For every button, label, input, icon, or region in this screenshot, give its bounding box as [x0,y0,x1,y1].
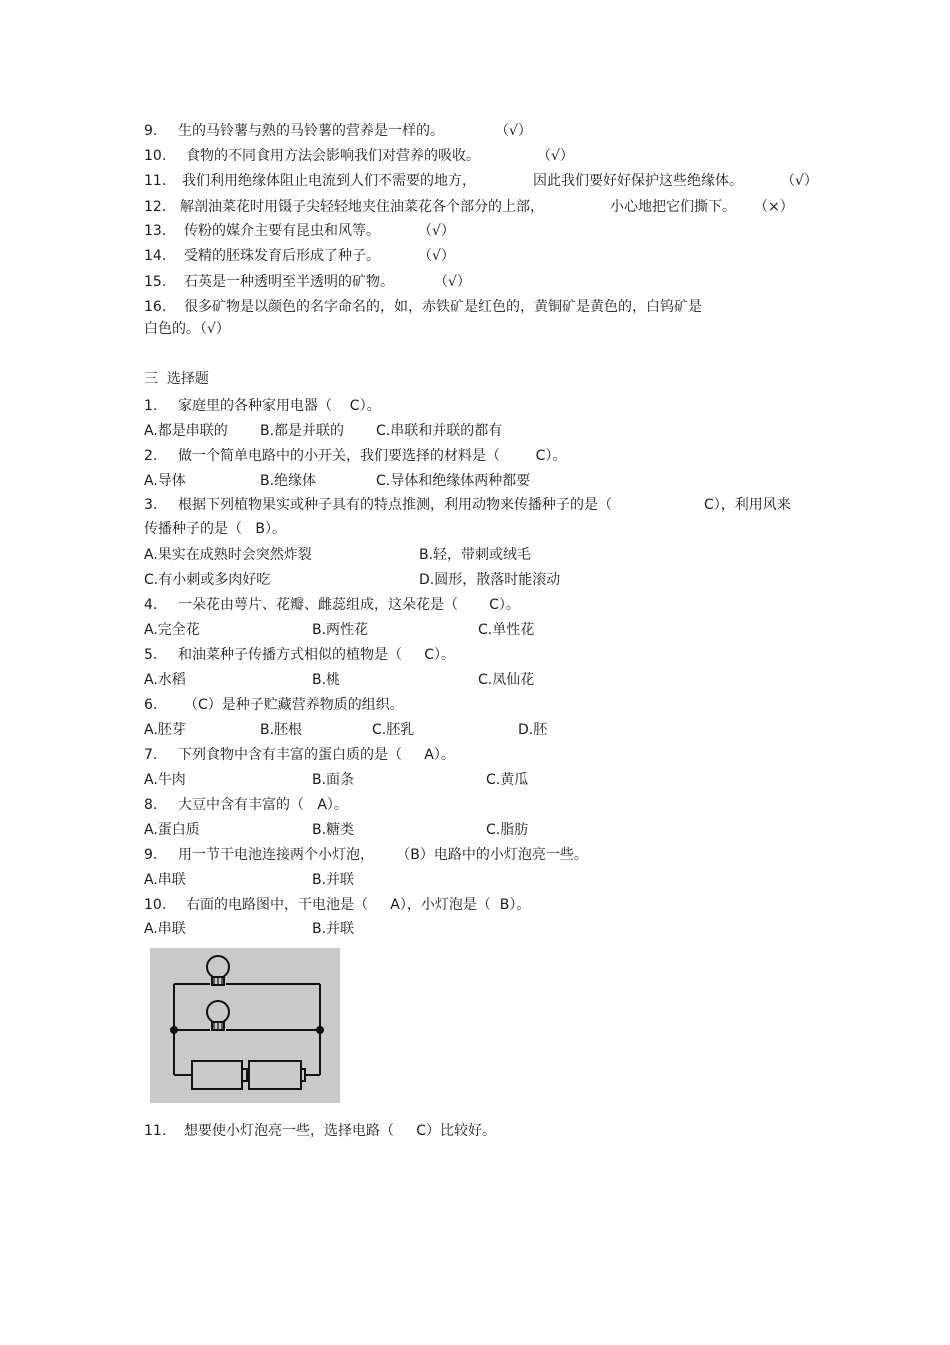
option-b: B.轻，带刺或绒毛 [419,547,532,563]
answer-mark: （√） [781,173,818,189]
mc-question-3 [144,496,612,514]
item-text: 传粉的媒介主要有昆虫和风等。 [184,223,380,239]
option-a: A.导体 [144,473,186,489]
item-number: 14. [144,248,167,264]
option-b: B.都是并联的 [260,423,345,439]
item-text: 我们利用绝缘体阻止电流到人们不需要的地方， [182,173,476,189]
answer-mark: （×） [754,199,794,215]
bulb-1-icon [207,956,229,985]
item-text-continued: 小心地把它们撕下。 [610,199,736,215]
option-a: A.都是串联的 [144,423,228,439]
answer-mark: （√） [434,274,471,290]
item-text: 受精的胚珠发育后形成了种子。 [184,248,380,264]
answer-mark: （√） [418,248,455,264]
mc-question-4 [144,596,520,614]
item-number: 10. [144,897,167,913]
option-c: C.黄瓜 [486,772,529,788]
tf-item-16 [144,298,702,316]
option-a: A.串联 [144,921,186,937]
item-number: 7. [144,747,158,763]
item-number: 16. [144,299,167,315]
answer-mark: （√） [495,123,532,139]
option-c: C.有小刺或多肉好吃 [144,572,271,588]
option-b: B.桃 [312,672,341,688]
question-text-line2: 传播种子的是（ B）。 [144,521,286,537]
mc-question-6 [144,696,404,714]
mc-question-7 [144,746,455,764]
mc-question-10 [144,896,530,914]
question-text: 家庭里的各种家用电器（ C）。 [178,398,381,414]
option-b: B.糖类 [312,822,355,838]
item-number: 6. [144,697,158,713]
answer-mark: （√） [418,223,455,239]
item-number: 2. [144,448,158,464]
item-text-continued: 白色的。（√） [144,321,230,337]
item-number: 15. [144,274,167,290]
option-a: A.水稻 [144,672,186,688]
tf-item-11 [144,172,476,190]
option-c: C.凤仙花 [478,672,535,688]
junction-left-dot [170,1026,178,1034]
option-c: C.串联和并联的都有 [376,423,503,439]
option-a: A.果实在成熟时会突然炸裂 [144,547,312,563]
item-number: 13. [144,223,167,239]
option-b: B.绝缘体 [260,473,317,489]
option-b: B.两性花 [312,622,369,638]
option-b: B.面条 [312,772,355,788]
item-text: 食物的不同食用方法会影响我们对营养的吸收。 [186,148,480,164]
bulb-2-icon [207,1001,229,1030]
option-b: B.并联 [312,872,355,888]
item-number: 4. [144,597,158,613]
mc-question-9 [144,846,588,864]
item-text: 很多矿物是以颜色的名字命名的，如，赤铁矿是红色的，黄铜矿是黄色的，白钨矿是 [184,299,702,315]
battery-1-icon [192,1061,247,1089]
option-b: B.并联 [312,921,355,937]
option-c: C.脂肪 [486,822,529,838]
item-number: 1. [144,398,158,414]
mc-question-11 [144,1122,496,1140]
option-d: D.圆形，散落时能滚动 [419,572,561,588]
tf-item-14 [144,247,380,265]
question-text: 想要使小灯泡亮一些，选择电路（ C）比较好。 [184,1123,497,1139]
tf-item-13 [144,222,380,240]
item-number: 9. [144,847,158,863]
mc-question-1 [144,397,381,415]
item-number: 5. [144,647,158,663]
question-text: 和油菜种子传播方式相似的植物是（ C）。 [178,647,456,663]
battery-2-icon [249,1061,305,1089]
item-text-continued: 因此我们要好好保护这些绝缘体。 [533,173,743,189]
question-text: 右面的电路图中，干电池是（ A），小灯泡是（ B）。 [186,897,531,913]
option-c: C.导体和绝缘体两种都要 [376,473,531,489]
option-a: A.串联 [144,872,186,888]
question-text: 下列食物中含有丰富的蛋白质的是（ A）。 [178,747,455,763]
junction-right-dot [316,1026,324,1034]
question-text: （C）是种子贮藏营养物质的组织。 [184,697,404,713]
tf-item-12 [144,198,544,216]
item-number: 8. [144,797,158,813]
answer-mark: （√） [537,148,574,164]
item-number: 12. [144,199,167,215]
option-b: B.胚根 [260,722,303,738]
option-d: D.胚 [518,722,548,738]
tf-item-9 [144,122,444,140]
question-text: 做一个简单电路中的小开关，我们要选择的材料是（ C）。 [178,448,567,464]
option-a: A.胚芽 [144,722,186,738]
tf-item-10 [144,147,480,165]
item-number: 10. [144,148,167,164]
mc-question-8 [144,796,348,814]
item-number: 11. [144,173,167,189]
item-number: 11. [144,1123,167,1139]
item-text: 石英是一种透明至半透明的矿物。 [184,274,394,290]
option-a: A.牛肉 [144,772,186,788]
section-title: 三 选择题 [144,371,209,387]
question-text: 大豆中含有丰富的（ A）。 [178,797,348,813]
tf-item-15 [144,273,394,291]
question-text-continued: C），利用风来 [704,497,791,513]
option-c: C.胚乳 [372,722,415,738]
item-text: 解剖油菜花时用镊子尖轻轻地夹住油菜花各个部分的上部， [180,199,544,215]
circuit-diagram [150,948,340,1103]
question-text: 根据下列植物果实或种子具有的特点推测，利用动物来传播种子的是（ [178,497,612,513]
item-number: 9. [144,123,158,139]
item-text: 生的马铃薯与熟的马铃薯的营养是一样的。 [178,123,444,139]
question-text: 用一节干电池连接两个小灯泡， （B）电路中的小灯泡亮一些。 [178,847,588,863]
option-c: C.单性花 [478,622,535,638]
circuit-diagram-photo [150,948,340,1103]
mc-question-2 [144,447,566,465]
question-text: 一朵花由萼片、花瓣、雌蕊组成，这朵花是（ C）。 [178,597,520,613]
option-a: A.完全花 [144,622,200,638]
item-number: 3. [144,497,158,513]
option-a: A.蛋白质 [144,822,200,838]
mc-question-5 [144,646,455,664]
